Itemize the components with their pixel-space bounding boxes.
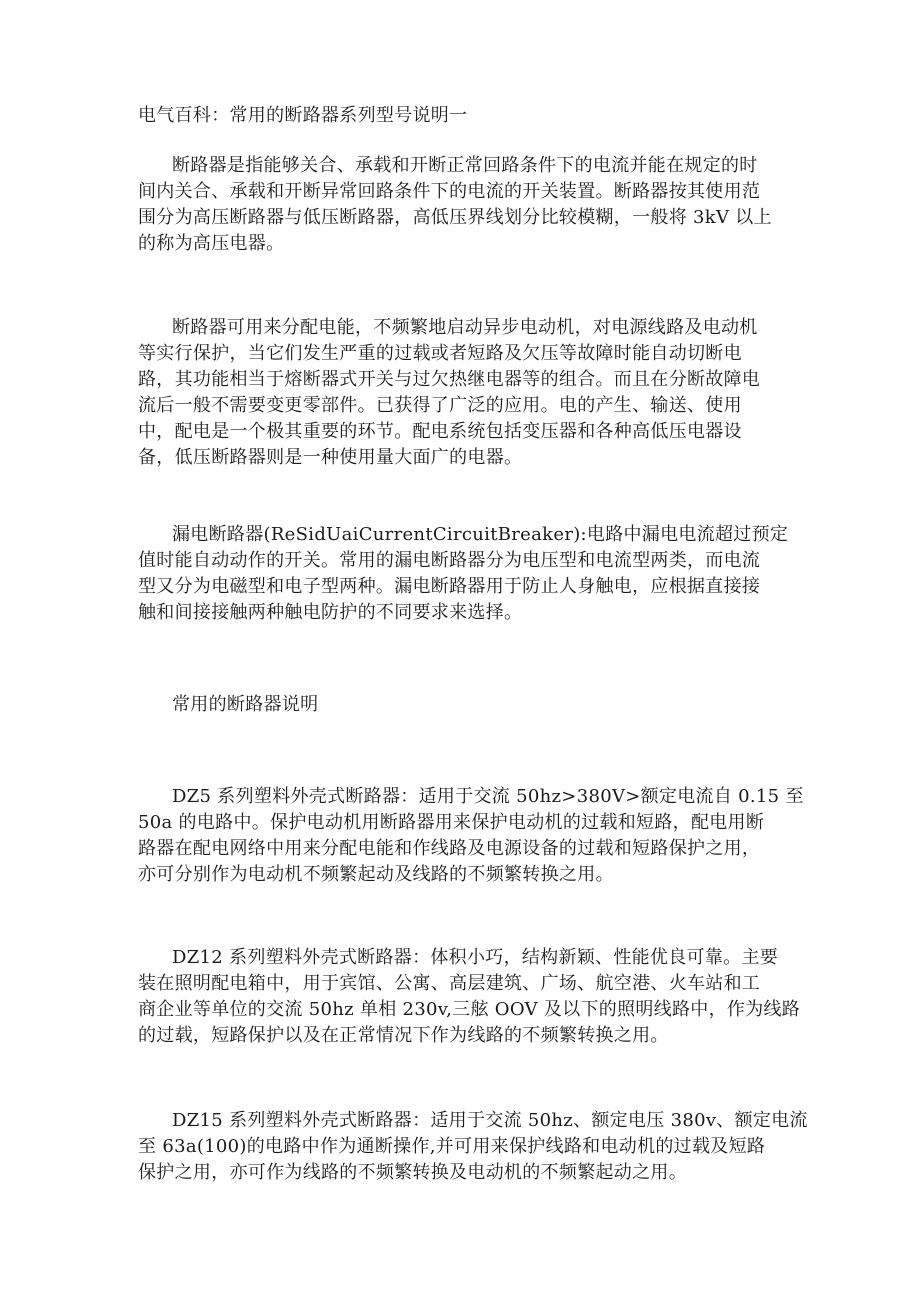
paragraph-line: 至 63a(100)的电路中作为通断操作,并可用来保护线路和电动机的过载及短路 bbox=[138, 1136, 766, 1157]
paragraph-line: 型又分为电磁型和电子型两种。漏电断路器用于防止人身触电，应根据直接接 bbox=[138, 576, 761, 597]
section-heading: 常用的断路器说明 bbox=[172, 694, 319, 715]
paragraph-line: 装在照明配电箱中，用于宾馆、公寓、高层建筑、广场、航空港、火车站和工 bbox=[138, 973, 761, 994]
paragraph-line: 围分为高压断路器与低压断路器，高低压界线划分比较模糊，一般将 3kV 以上 bbox=[138, 207, 772, 228]
paragraph-line: 备，低压断路器则是一种使用量大面广的电器。 bbox=[138, 447, 523, 468]
paragraph-line: 流后一般不需要变更零部件。已获得了广泛的应用。电的产生、输送、使用 bbox=[138, 395, 742, 416]
paragraph-line: 触和间接接触两种触电防护的不同要求来选择。 bbox=[138, 602, 523, 623]
paragraph-line: 漏电断路器(ReSidUaiCurrentCircuitBreaker):电路中漏电电流超过预定 bbox=[172, 524, 789, 545]
paragraph-line: 保护之用，亦可作为线路的不频繁转换及电动机的不频繁起动之用。 bbox=[138, 1162, 687, 1183]
paragraph-line: DZ15 系列塑料外壳式断路器：适用于交流 50hz、额定电压 380v、额定电流 bbox=[172, 1110, 808, 1131]
paragraph-line: 的过载，短路保护以及在正常情况下作为线路的不频繁转换之用。 bbox=[138, 1025, 669, 1046]
paragraph-line: 等实行保护，当它们发生严重的过载或者短路及欠压等故障时能自动切断电 bbox=[138, 343, 742, 364]
paragraph-line: DZ12 系列塑料外壳式断路器：体积小巧，结构新颖、性能优良可靠。主要 bbox=[172, 947, 779, 968]
paragraph-line: 商企业等单位的交流 50hz 单相 230v,三舷 OOV 及以下的照明线路中，作为线路 bbox=[138, 999, 801, 1020]
paragraph-line: 路，其功能相当于熔断器式开关与过欠热继电器等的组合。而且在分断故障电 bbox=[138, 369, 761, 390]
paragraph-line: 的称为高压电器。 bbox=[138, 233, 285, 254]
paragraph-line: 中，配电是一个极其重要的环节。配电系统包括变压器和各种高低压电器设 bbox=[138, 421, 742, 442]
paragraph-line: 50a 的电路中。保护电动机用断路器用来保护电动机的过载和短路，配电用断 bbox=[138, 812, 765, 833]
document-title: 电气百科：常用的断路器系列型号说明一 bbox=[138, 105, 468, 126]
paragraph-line: DZ5 系列塑料外壳式断路器：适用于交流 50hz>380V>额定电流自 0.15 至 bbox=[172, 786, 804, 807]
paragraph-line: 值时能自动动作的开关。常用的漏电断路器分为电压型和电流型两类，而电流 bbox=[138, 550, 761, 571]
paragraph-line: 断路器可用来分配电能，不频繁地启动异步电动机，对电源线路及电动机 bbox=[172, 317, 758, 338]
paragraph-line: 间内关合、承载和开断异常回路条件下的电流的开关装置。断路器按其使用范 bbox=[138, 181, 761, 202]
paragraph-line: 断路器是指能够关合、承载和开断正常回路条件下的电流并能在规定的时 bbox=[172, 155, 758, 176]
paragraph-line: 路器在配电网络中用来分配电能和作线路及电源设备的过载和短路保护之用， bbox=[138, 838, 761, 859]
paragraph-line: 亦可分别作为电动机不频繁起动及线路的不频繁转换之用。 bbox=[138, 864, 614, 885]
